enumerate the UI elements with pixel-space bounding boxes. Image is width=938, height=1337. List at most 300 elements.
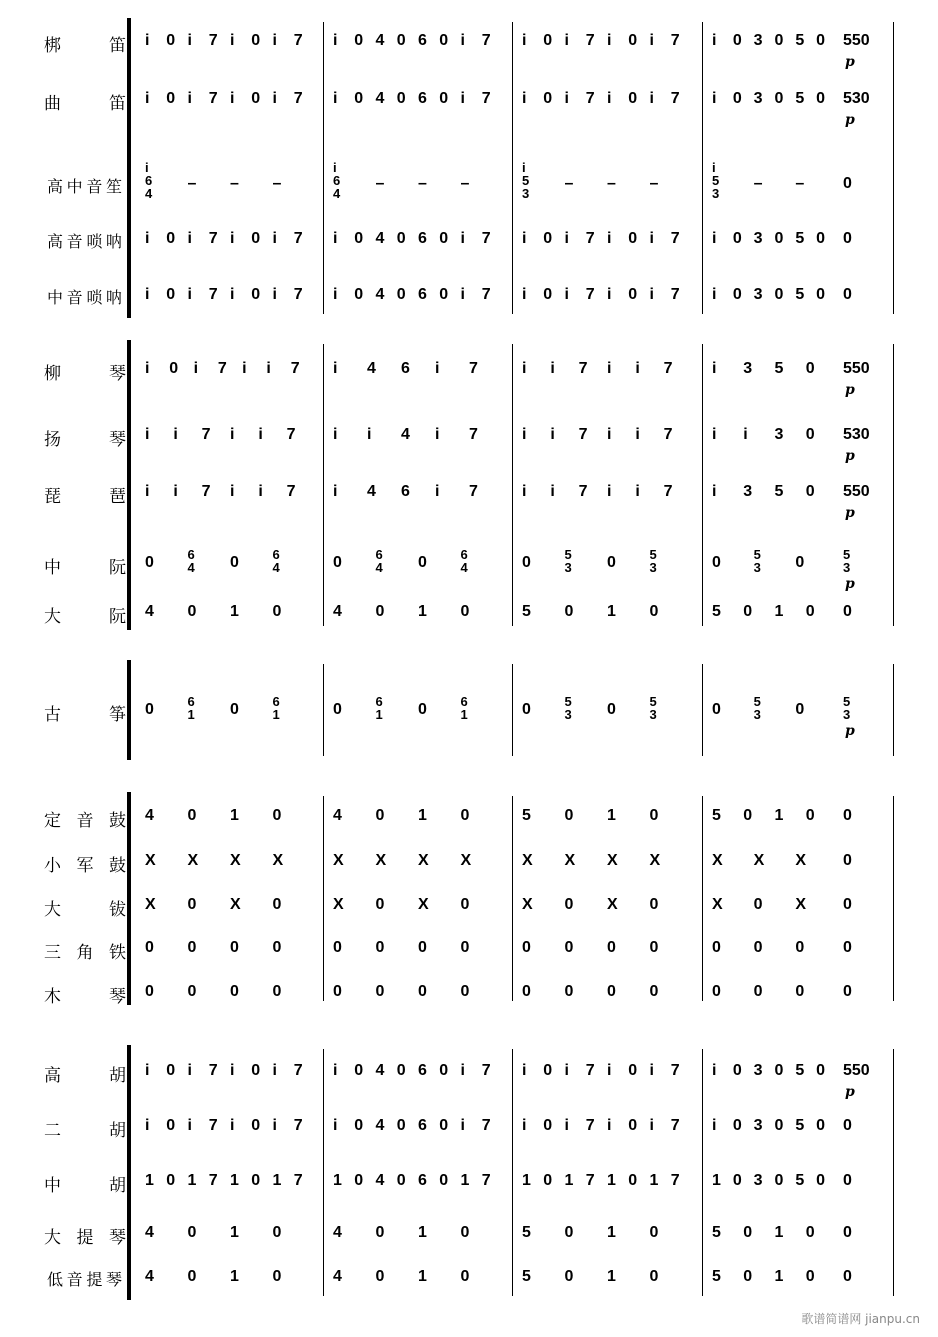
dynamic-mark: p: [845, 505, 855, 521]
note: X: [418, 852, 429, 869]
note: i: [460, 1117, 465, 1134]
note: 7: [293, 32, 303, 49]
note: 0: [187, 603, 197, 620]
note: 0: [272, 896, 282, 913]
note: 7: [578, 360, 588, 377]
note: 0: [649, 1224, 659, 1241]
instrument-label-yangqin: 扬 琴: [44, 430, 126, 450]
note: i: [242, 360, 247, 377]
note: 7: [481, 1062, 491, 1079]
note: 4: [375, 1117, 385, 1134]
note: 0: [816, 1172, 826, 1189]
note: 0: [251, 90, 261, 107]
note: i: [712, 32, 717, 49]
note: 0: [628, 230, 638, 247]
note: i: [460, 230, 465, 247]
note: 0: [795, 701, 805, 718]
note: 4: [375, 90, 385, 107]
note: –: [460, 175, 470, 192]
note: 0: [522, 701, 531, 718]
note: X: [607, 852, 618, 869]
barline: [702, 344, 703, 626]
group-bracket: [127, 660, 131, 760]
note: 7: [481, 90, 491, 107]
note: 0: [795, 983, 805, 1000]
note: 7: [670, 1172, 680, 1189]
note: 0: [628, 1062, 638, 1079]
note: 0: [272, 983, 282, 1000]
note: i: [145, 426, 150, 443]
note: X: [145, 896, 156, 913]
note: 0: [187, 896, 197, 913]
note: 0: [522, 939, 531, 956]
note: 0: [166, 90, 176, 107]
note: 1: [460, 1172, 470, 1189]
note: i: [607, 32, 612, 49]
instrument-label-guzheng: 古 筝: [44, 705, 126, 725]
note: 0: [396, 32, 406, 49]
note: 0: [543, 1172, 553, 1189]
barline: [323, 796, 324, 1001]
instrument-label-diyintiqin: 低音提琴: [47, 1270, 122, 1289]
note: i: [522, 90, 527, 107]
note: 6 4: [272, 547, 280, 575]
note: i: [187, 1062, 192, 1079]
note: 5: [522, 603, 531, 620]
note: i: [564, 1062, 569, 1079]
note: 0: [375, 603, 385, 620]
note: 0: [460, 983, 470, 1000]
note: 7: [208, 90, 218, 107]
note: 0: [564, 983, 574, 1000]
instrument-label-datiqin: 大提琴: [44, 1228, 126, 1248]
note: i 6 4: [145, 160, 153, 201]
note: 1: [230, 807, 239, 824]
note: 4: [333, 1268, 342, 1285]
note: 0: [187, 1268, 197, 1285]
note: i 5 3: [712, 160, 720, 201]
note: 0: [843, 807, 852, 824]
note: 5 3: [843, 694, 851, 722]
note: i: [333, 32, 338, 49]
note: 1: [272, 1172, 282, 1189]
note: 6: [418, 230, 427, 247]
note: i: [145, 483, 150, 500]
note: 0: [396, 286, 406, 303]
note: 7: [670, 32, 680, 49]
note: i: [187, 90, 192, 107]
instrument-label-daruan: 大 阮: [44, 607, 126, 627]
note: i: [272, 230, 277, 247]
note: 0: [396, 1117, 406, 1134]
instrument-label-muqin: 木 琴: [44, 987, 126, 1007]
note: 7: [208, 286, 218, 303]
note: 0: [230, 701, 239, 718]
note: 530: [843, 426, 870, 443]
instrument-label-sanjiaotie: 三角铁: [44, 943, 126, 963]
note: 7: [293, 90, 303, 107]
note: 7: [585, 1117, 595, 1134]
note: i: [607, 426, 612, 443]
note: 7: [201, 426, 211, 443]
note: –: [753, 175, 763, 192]
note: 0: [439, 230, 449, 247]
note: 6 4: [460, 547, 468, 575]
note: 0: [774, 1172, 784, 1189]
note: 0: [564, 1268, 574, 1285]
note: 7: [208, 1172, 218, 1189]
note: 6 1: [272, 694, 280, 722]
note: 0: [418, 701, 427, 718]
note: 0: [607, 554, 616, 571]
note: 5: [795, 1117, 805, 1134]
note: 0: [460, 1268, 470, 1285]
note: –: [649, 175, 659, 192]
note: 0: [743, 807, 753, 824]
barline: [702, 796, 703, 1001]
note: i: [635, 483, 640, 500]
note: 0: [187, 939, 197, 956]
note: 3: [753, 230, 763, 247]
note: 1: [230, 603, 239, 620]
note: i: [522, 360, 527, 377]
note: 1: [774, 1268, 784, 1285]
note: 0: [439, 32, 449, 49]
note: –: [564, 175, 574, 192]
note: 0: [187, 1224, 197, 1241]
dynamic-mark: p: [845, 382, 855, 398]
note: 5: [712, 807, 721, 824]
note: 5 3: [843, 547, 851, 575]
group-bracket: [127, 1045, 131, 1300]
note: 0: [753, 896, 763, 913]
note: 1: [333, 1172, 342, 1189]
note: 6: [418, 286, 427, 303]
note: 7: [469, 483, 478, 500]
note: 0: [166, 286, 176, 303]
note: 1: [607, 603, 616, 620]
note: 0: [843, 230, 852, 247]
note: 7: [578, 483, 588, 500]
note: i: [635, 426, 640, 443]
note: 0: [145, 701, 154, 718]
note: 5: [795, 1172, 805, 1189]
note: 0: [418, 939, 427, 956]
note: 0: [816, 90, 826, 107]
note: i: [367, 426, 372, 443]
note: 5: [795, 230, 805, 247]
note: 5: [522, 807, 531, 824]
note: 0: [354, 1062, 364, 1079]
barline: [893, 796, 894, 1001]
note: 4: [375, 1172, 385, 1189]
note: –: [607, 175, 616, 192]
note: 0: [753, 939, 763, 956]
barline: [512, 22, 513, 314]
note: 0: [272, 603, 282, 620]
note: 0: [230, 983, 239, 1000]
note: 0: [649, 896, 659, 913]
note: 0: [805, 426, 815, 443]
note: 0: [145, 554, 154, 571]
note: i: [272, 32, 277, 49]
note: 1: [607, 1224, 616, 1241]
note: 0: [375, 939, 385, 956]
instrument-label-sheng: 高中音笙: [47, 177, 122, 196]
note: i: [145, 90, 150, 107]
note: 5 3: [649, 547, 657, 575]
note: i: [649, 1117, 654, 1134]
note: X: [460, 852, 472, 869]
note: i: [145, 286, 150, 303]
note: 0: [396, 90, 406, 107]
note: 0: [187, 807, 197, 824]
note: i: [272, 1062, 277, 1079]
note: 0: [607, 701, 616, 718]
note: 0: [439, 90, 449, 107]
note: 0: [712, 701, 721, 718]
note: 0: [145, 939, 154, 956]
note: i: [649, 32, 654, 49]
note: i: [649, 230, 654, 247]
note: 6 1: [375, 694, 383, 722]
note: 0: [774, 1117, 784, 1134]
note: 7: [293, 1172, 303, 1189]
instrument-label-gaohu: 高 胡: [44, 1066, 126, 1086]
note: i: [712, 360, 717, 377]
note: 0: [460, 603, 470, 620]
note: X: [712, 852, 723, 869]
note: i: [258, 426, 263, 443]
note: 0: [816, 286, 826, 303]
note: 7: [663, 360, 673, 377]
note: 5: [774, 483, 784, 500]
note: i: [187, 1117, 192, 1134]
note: 0: [843, 1268, 852, 1285]
note: 0: [774, 90, 784, 107]
note: i: [145, 1062, 150, 1079]
note: 0: [272, 939, 282, 956]
note: i: [712, 426, 717, 443]
note: 5 3: [649, 694, 657, 722]
barline: [512, 796, 513, 1001]
note: 0: [564, 939, 574, 956]
note: i: [333, 360, 338, 377]
note: X: [187, 852, 199, 869]
note: 5 3: [753, 694, 761, 722]
note: 0: [272, 1268, 282, 1285]
barline: [512, 344, 513, 626]
note: 0: [732, 1117, 742, 1134]
instrument-label-zhongyin_suona: 中音唢呐: [47, 288, 122, 307]
note: i: [743, 426, 748, 443]
note: i: [333, 286, 338, 303]
note: i: [712, 230, 717, 247]
note: i: [187, 32, 192, 49]
note: 7: [293, 1062, 303, 1079]
note: 0: [649, 939, 659, 956]
instrument-label-dingyingu: 定音鼓: [44, 811, 126, 831]
note: X: [145, 852, 156, 869]
note: 4: [145, 1268, 154, 1285]
note: 7: [469, 426, 478, 443]
note: X: [712, 896, 723, 913]
dynamic-mark: p: [845, 723, 855, 739]
note: 0: [543, 90, 553, 107]
note: 5: [774, 360, 784, 377]
note: X: [522, 852, 533, 869]
note: 0: [169, 360, 179, 377]
note: 0: [649, 1268, 659, 1285]
note: 0: [418, 554, 427, 571]
note: 550: [843, 32, 870, 49]
note: 0: [649, 807, 659, 824]
note: 0: [774, 230, 784, 247]
note: 7: [217, 360, 227, 377]
note: 3: [753, 1062, 763, 1079]
barline: [893, 664, 894, 756]
note: 3: [753, 90, 763, 107]
note: 7: [469, 360, 478, 377]
note: 3: [753, 1172, 763, 1189]
note: i: [193, 360, 199, 377]
note: i: [435, 360, 440, 377]
note: 5 3: [753, 547, 761, 575]
note: 6 4: [187, 547, 195, 575]
note: 0: [843, 896, 852, 913]
note: i 5 3: [522, 160, 530, 201]
note: i: [550, 360, 555, 377]
note: 0: [333, 554, 342, 571]
note: i: [145, 230, 150, 247]
instrument-label-zhongruan: 中 阮: [44, 558, 126, 578]
note: 0: [732, 1062, 742, 1079]
note: 0: [628, 1117, 638, 1134]
note: 5: [795, 90, 805, 107]
dynamic-mark: p: [845, 112, 855, 128]
note: 3: [774, 426, 784, 443]
note: 6: [418, 1117, 427, 1134]
dynamic-mark: p: [845, 1084, 855, 1100]
note: 5: [795, 1062, 805, 1079]
note: 4: [367, 483, 376, 500]
note: 0: [712, 983, 721, 1000]
barline: [512, 1049, 513, 1296]
note: 0: [543, 1117, 553, 1134]
note: 550: [843, 483, 870, 500]
note: i: [712, 483, 717, 500]
note: X: [795, 852, 806, 869]
note: 1: [418, 1268, 427, 1285]
note: 0: [396, 1172, 406, 1189]
note: 0: [564, 896, 574, 913]
note: i: [460, 1062, 465, 1079]
note: 0: [816, 32, 826, 49]
note: 0: [628, 1172, 638, 1189]
note: 0: [187, 983, 197, 1000]
instrument-label-qudi: 曲 笛: [44, 94, 126, 114]
note: 0: [418, 983, 427, 1000]
note: 0: [251, 1062, 261, 1079]
note: –: [230, 175, 239, 192]
note: 7: [585, 1062, 595, 1079]
note: 0: [272, 807, 282, 824]
note: 7: [201, 483, 211, 500]
note: i: [522, 483, 527, 500]
note: 4: [333, 1224, 342, 1241]
note: –: [795, 175, 805, 192]
note: 0: [743, 1224, 753, 1241]
note: 7: [663, 426, 673, 443]
note: 4: [375, 1062, 385, 1079]
note: 1: [418, 807, 427, 824]
note: i: [564, 230, 569, 247]
note: i: [187, 286, 192, 303]
dynamic-mark: p: [845, 576, 855, 592]
note: 1: [230, 1224, 239, 1241]
note: 0: [522, 983, 531, 1000]
note: 0: [795, 939, 805, 956]
note: X: [649, 852, 661, 869]
note: i: [333, 90, 338, 107]
note: 0: [354, 286, 364, 303]
note: 7: [585, 1172, 595, 1189]
note: 0: [649, 603, 659, 620]
note: 0: [333, 939, 342, 956]
note: X: [753, 852, 765, 869]
note: 0: [607, 939, 616, 956]
note: 0: [843, 939, 852, 956]
note: 0: [439, 286, 449, 303]
note: 0: [843, 1224, 852, 1241]
note: –: [375, 175, 385, 192]
note: 0: [843, 983, 852, 1000]
note: X: [333, 852, 344, 869]
note: i: [145, 360, 150, 377]
note: 0: [522, 554, 531, 571]
note: i: [649, 90, 654, 107]
note: 0: [145, 983, 154, 1000]
note: X: [564, 852, 576, 869]
note: 0: [649, 983, 659, 1000]
note: –: [187, 175, 197, 192]
barline: [323, 664, 324, 756]
barline: [323, 22, 324, 314]
note: 0: [439, 1117, 449, 1134]
note: 0: [166, 1172, 176, 1189]
note: 0: [712, 554, 721, 571]
note: i: [522, 230, 527, 247]
note: i: [607, 90, 612, 107]
note: X: [607, 896, 618, 913]
note: 0: [732, 90, 742, 107]
note: 6: [418, 90, 427, 107]
note: i: [460, 32, 465, 49]
note: 0: [251, 32, 261, 49]
note: 7: [585, 286, 595, 303]
note: 6: [418, 1062, 427, 1079]
note: i: [230, 1062, 235, 1079]
barline: [323, 1049, 324, 1296]
note: 1: [522, 1172, 531, 1189]
note: 6 1: [187, 694, 195, 722]
note: 7: [481, 32, 491, 49]
note: 0: [843, 1172, 852, 1189]
note: 7: [578, 426, 588, 443]
note: 7: [670, 90, 680, 107]
note: 0: [166, 230, 176, 247]
note: 1: [712, 1172, 721, 1189]
